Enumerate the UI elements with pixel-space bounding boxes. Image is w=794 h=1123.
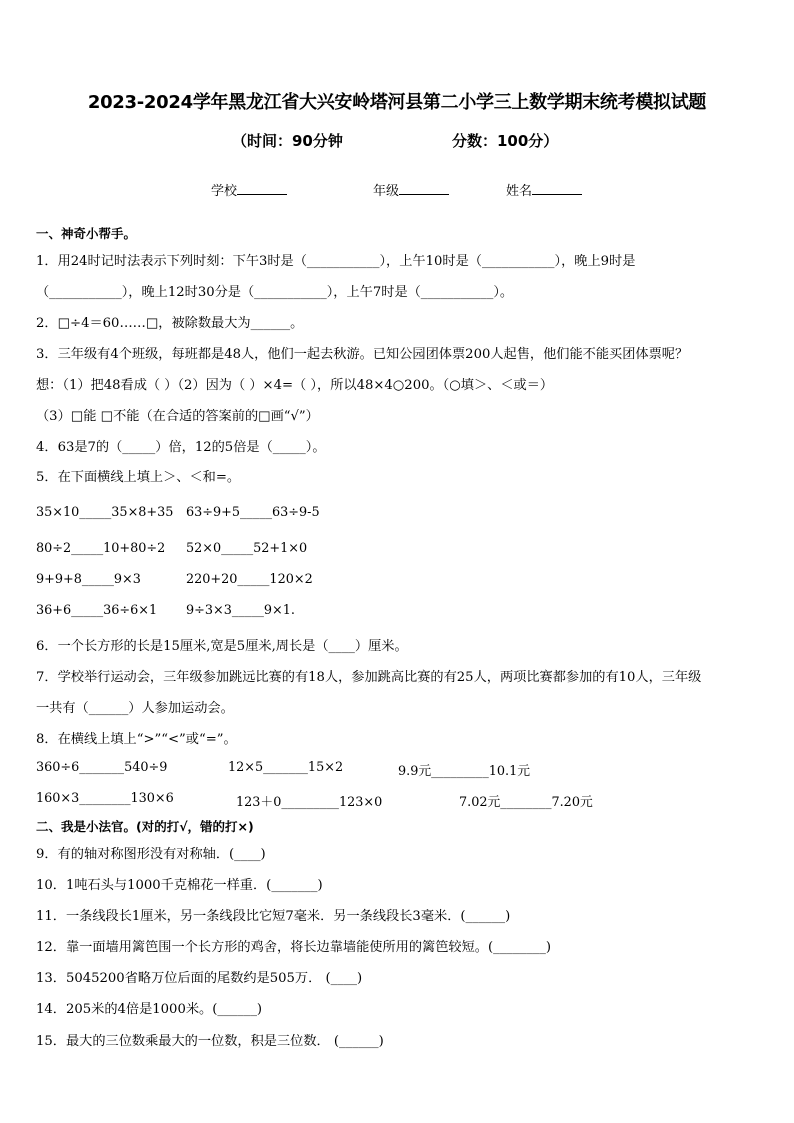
- q5-item: 63÷9+5_____63÷9-5: [186, 505, 320, 520]
- question-3-line2: 想：（1）把48看成（ ）（2）因为（ ）×4=（ ），所以48×4○200。（○填＞、＜或＝）: [36, 378, 554, 393]
- section1-heading: 一、神奇小帮手。: [36, 226, 137, 241]
- grade-prefix: 年: [373, 184, 387, 199]
- section2-heading: 二、我是小法官。(对的打√，错的打×): [36, 819, 254, 834]
- question-10: 10．1吨石头与1000千克棉花一样重．(_______): [36, 878, 323, 893]
- q8-item: 123＋0_________123×0: [236, 795, 383, 810]
- question-15: 15．最大的三位数乘最大的一位数，积是三位数． (______): [36, 1034, 384, 1049]
- page-title: 2023-2024学年黑龙江省大兴安岭塔河县第二小学三上数学期末统考模拟试题: [87, 92, 707, 113]
- q8-item: 9.9元_________10.1元: [398, 764, 531, 779]
- grade-field: [373, 180, 449, 199]
- question-13: 13．5045200省略万位后面的尾数约是505万． (____): [36, 971, 363, 986]
- question-3-line3: （3）□能 □不能（在合适的答案前的□画“√”）: [36, 409, 319, 424]
- question-1-line2: （___________），晚上12时30分是（___________），上午7时是（___________）。: [36, 285, 514, 300]
- q8-item: 7.02元________7.20元: [459, 795, 593, 810]
- name-field: [506, 180, 582, 199]
- q5-item: 35×10_____35×8+35: [36, 505, 174, 520]
- question-1-line1: 1．用24时记时法表示下列时刻：下午3时是（___________），上午10时是（___________），晚上9时是: [36, 254, 636, 269]
- q5-item: 52×0_____52+1×0: [186, 541, 308, 556]
- q5-item: 220+20_____120×2: [186, 572, 313, 587]
- grade-label: 级: [386, 184, 400, 199]
- question-8: 8．在横线上填上“>”“<”或“=”。: [36, 732, 237, 747]
- school-label: 学校: [211, 184, 238, 199]
- question-3-line1: 3．三年级有4个班级，每班都是48人，他们一起去秋游。已知公园团体票200人起售，他们能不能买团体票呢？: [36, 347, 689, 362]
- school-blank[interactable]: [237, 182, 287, 195]
- question-5: 5．在下面横线上填上＞、＜和=。: [36, 470, 241, 485]
- q5-item: 36+6_____36÷6×1: [36, 603, 158, 618]
- question-9: 9．有的轴对称图形没有对称轴．(____): [36, 847, 266, 862]
- q5-item: 9+9+8_____9×3: [36, 572, 141, 587]
- school-field: [211, 180, 287, 199]
- q8-item: 360÷6_______540÷9: [36, 760, 168, 775]
- question-7-line1: 7．学校举行运动会，三年级参加跳远比赛的有18人，参加跳高比赛的有25人，两项比赛都参加的有10人，三年级: [36, 670, 702, 685]
- q5-item: 80÷2_____10+80÷2: [36, 541, 166, 556]
- grade-blank[interactable]: [399, 182, 449, 195]
- question-12: 12．靠一面墙用篱笆围一个长方形的鸡舍，将长边靠墙能使所用的篱笆较短。(________): [36, 940, 552, 955]
- name-label: 姓名: [506, 184, 533, 199]
- question-7-line2: 一共有（______）人参加运动会。: [36, 701, 234, 716]
- score-label: 分数：100分）: [452, 132, 559, 150]
- question-2: 2．□÷4＝60……□，被除数最大为______。: [36, 316, 304, 331]
- q8-item: 12×5_______15×2: [228, 760, 344, 775]
- q8-item: 160×3________130×6: [36, 791, 174, 806]
- name-blank[interactable]: [532, 182, 582, 195]
- question-4: 4．63是7的（_____）倍，12的5倍是（_____）。: [36, 440, 326, 455]
- question-14: 14．205米的4倍是1000米。(______): [36, 1002, 263, 1017]
- time-label: （时间：90分钟: [232, 132, 343, 150]
- question-11: 11．一条线段长1厘米，另一条线段比它短7毫米．另一条线段长3毫米．(______): [36, 909, 511, 924]
- q5-item: 9÷3×3_____9×1.: [186, 603, 295, 618]
- question-6: 6．一个长方形的长是15厘米,宽是5厘米,周长是（____）厘米。: [36, 639, 408, 654]
